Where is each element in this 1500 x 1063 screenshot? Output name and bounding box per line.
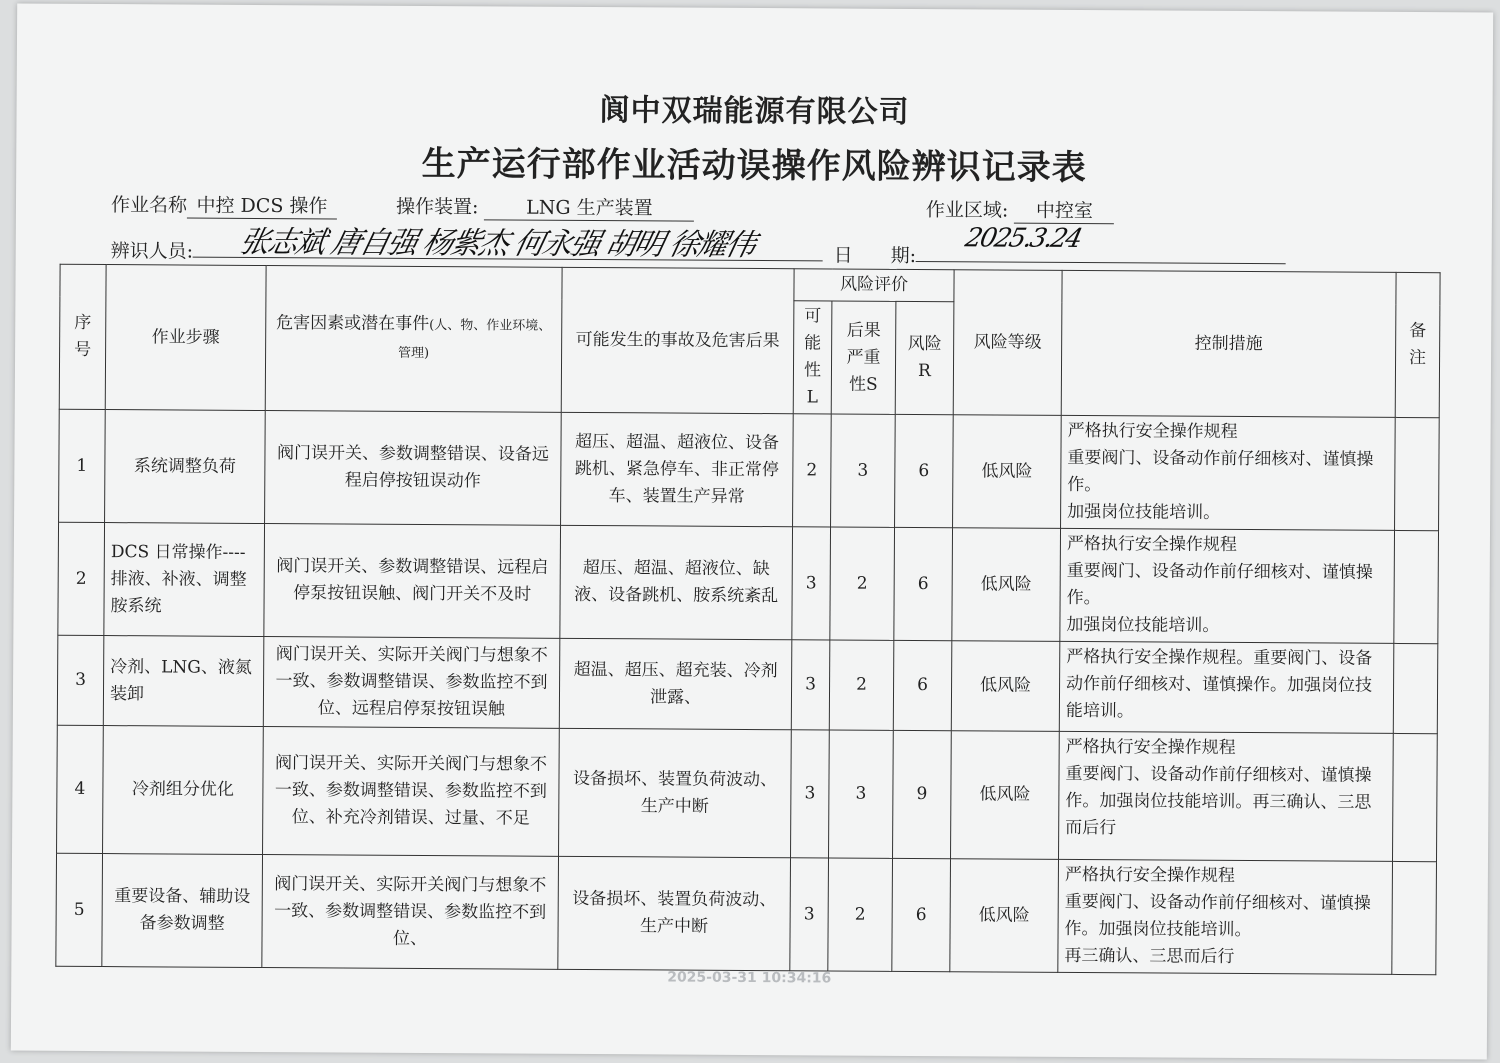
form-title: 生产运行部作业活动误操作风险辨识记录表 — [421, 143, 1087, 189]
col-consequence: 可能发生的事故及危害后果 — [561, 267, 794, 413]
device-label: 操作装置: — [395, 195, 479, 219]
cell-hazard: 阀门误开关、参数调整错误、远程启停泵按钮误触、阀门开关不及时 — [264, 524, 561, 639]
col-hazard: 危害因素或潜在事件(人、物、作业环境、管理) — [265, 266, 562, 413]
table-body — [56, 409, 1439, 974]
cell-control — [1058, 859, 1393, 974]
control-line: 重要阀门、设备动作前仔细核对、谨慎操作。 — [1067, 447, 1374, 496]
cell-control — [1060, 528, 1395, 643]
cell-step: 系统调整负荷 — [105, 410, 266, 524]
cell-hazard: 阀门误开关、实际开关阀门与想象不一致、参数调整错误、参数监控不到位、补充冷剂错误、过量、不足 — [263, 727, 560, 857]
cell-consequence: 超压、超温、超液位、缺液、设备跳机、胺系统紊乱 — [560, 525, 793, 639]
col-seq: 序号 — [59, 264, 106, 409]
header-row-1 — [60, 264, 1440, 304]
col-hazard-note: (人、物、作业环境、管理) — [397, 318, 552, 362]
cell-step: 冷剂组分优化 — [103, 726, 264, 855]
job-name-label: 作业名称 — [110, 194, 188, 217]
timestamp-watermark: 2025-03-31 10:34:16 — [667, 969, 832, 987]
cell-hazard: 阀门误开关、实际开关阀门与想象不一致、参数调整错误、参数监控不到位、 — [262, 855, 559, 970]
document-page — [11, 4, 1493, 1060]
cell-consequence: 设备损坏、装置负荷波动、生产中断 — [559, 728, 792, 857]
col-level: 风险等级 — [953, 270, 1062, 416]
company-name: 阆中双瑞能源有限公司 — [599, 93, 910, 130]
control-line: 重要阀门、设备动作前仔细核对、谨慎操作。加强岗位技能培训。 — [1064, 891, 1371, 941]
cell-l: 3 — [792, 527, 831, 640]
cell-r: 6 — [892, 858, 951, 971]
cell-level: 低风险 — [952, 528, 1061, 642]
col-r: 风险R — [895, 301, 954, 414]
cell-seq: 5 — [56, 853, 103, 966]
cell-seq: 2 — [58, 522, 105, 635]
date-handwritten: 2025.3.24 — [962, 223, 1084, 254]
cell-hazard: 阀门误开关、参数调整错误、设备远程启停按钮误动作 — [265, 411, 562, 526]
cell-r: 6 — [893, 640, 952, 730]
cell-s: 2 — [829, 640, 894, 730]
control-line: 加强岗位技能培训。 — [1066, 614, 1220, 636]
control-line: 严格执行安全操作规程 — [1067, 420, 1238, 442]
cell-step: DCS 日常操作----排液、补液、调整胺系统 — [104, 523, 265, 637]
cell-consequence: 超压、超温、超液位、设备跳机、紧急停车、非正常停车、装置生产异常 — [561, 412, 794, 526]
control-line: 再三确认、三思而后行 — [1064, 945, 1235, 967]
cell-r: 6 — [894, 527, 953, 640]
col-s: 后果严重性S — [831, 301, 896, 414]
cell-step: 重要设备、辅助设备参数调整 — [102, 854, 263, 968]
control-line: 严格执行安全操作规程 — [1066, 533, 1237, 555]
cell-control — [1061, 415, 1396, 530]
risk-table — [55, 264, 1440, 975]
table-row — [58, 522, 1439, 643]
cell-remark — [1392, 861, 1437, 974]
col-l: 可能性L — [793, 301, 832, 414]
table-row — [56, 853, 1437, 974]
cell-control — [1059, 731, 1394, 861]
control-line: 严格执行安全操作规程 — [1064, 864, 1235, 886]
area-label: 作业区域: — [925, 199, 1009, 222]
cell-level: 低风险 — [953, 415, 1062, 529]
people-signatures: 张志斌 唐自强 杨紫杰 何永强 胡明 徐耀伟 — [236, 224, 758, 263]
cell-remark — [1395, 417, 1440, 530]
col-eval: 风险评价 — [794, 269, 954, 302]
cell-l: 3 — [791, 640, 830, 730]
cell-consequence: 设备损坏、装置负荷波动、生产中断 — [558, 856, 791, 970]
area-field — [926, 195, 1115, 224]
job-name-value: 中控 DCS 操作 — [187, 191, 337, 220]
cell-s: 2 — [830, 527, 895, 640]
cell-level: 低风险 — [951, 731, 1060, 860]
cell-remark — [1394, 530, 1439, 643]
cell-s: 2 — [828, 858, 893, 971]
area-value: 中控室 — [1014, 196, 1114, 225]
cell-consequence: 超温、超压、超充装、冷剂泄露、 — [559, 638, 792, 729]
table-row — [57, 725, 1438, 861]
control-line: 重要阀门、设备动作前仔细核对、谨慎操作。 — [1066, 560, 1373, 609]
control-line: 加强岗位技能培训。 — [1067, 501, 1221, 523]
control-line: 重要阀门、设备动作前仔细核对、谨慎操作。加强岗位技能培训。再三确认、三思而后行 — [1065, 763, 1372, 839]
cell-seq: 1 — [59, 409, 106, 522]
table-row — [57, 635, 1438, 733]
cell-l: 3 — [790, 858, 829, 971]
cell-control — [1059, 641, 1394, 733]
cell-remark — [1393, 643, 1438, 733]
cell-s: 3 — [831, 414, 896, 527]
cell-step: 冷剂、LNG、液氮装卸 — [103, 636, 264, 727]
col-step: 作业步骤 — [105, 265, 266, 411]
cell-level: 低风险 — [951, 641, 1060, 732]
job-name-field — [111, 190, 337, 219]
col-control: 控制措施 — [1061, 270, 1396, 417]
control-line: 严格执行安全操作规程 — [1065, 736, 1236, 758]
date-label: 日 期: — [833, 244, 917, 267]
cell-s: 3 — [829, 730, 894, 858]
people-label: 辨识人员: — [110, 240, 194, 263]
cell-l: 2 — [793, 414, 832, 527]
cell-remark — [1392, 733, 1437, 861]
control-line: 严格执行安全操作规程。重要阀门、设备动作前仔细核对、谨慎操作。加强岗位技能培训。 — [1065, 646, 1373, 722]
cell-hazard: 阀门误开关、实际开关阀门与想象不一致、参数调整错误、参数监控不到位、远程启停泵按钮误触 — [263, 637, 560, 729]
cell-r: 6 — [895, 414, 954, 527]
col-remark: 备注 — [1395, 272, 1440, 417]
cell-seq: 3 — [57, 635, 104, 725]
cell-l: 3 — [791, 730, 830, 858]
table-row — [59, 409, 1440, 530]
cell-level: 低风险 — [950, 859, 1059, 973]
device-value: LNG 生产装置 — [484, 192, 694, 221]
cell-seq: 4 — [57, 725, 104, 853]
cell-r: 9 — [893, 730, 952, 858]
